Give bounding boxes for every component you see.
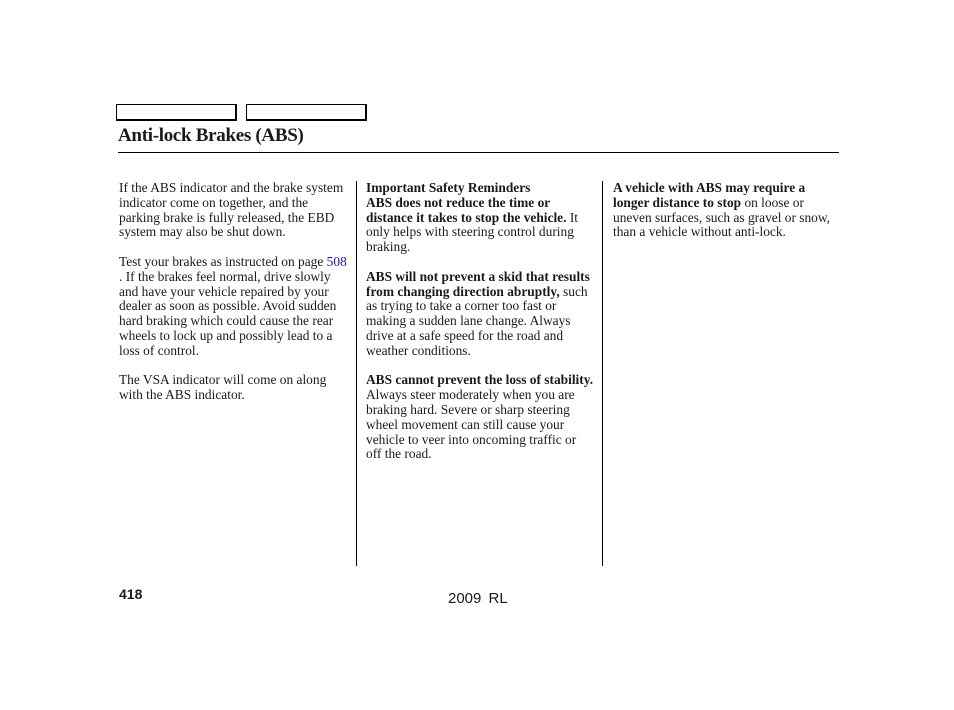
stopping-distance-text: on loose or uneven surfaces, such as gravel or snow, than a vehicle without anti-lock. (613, 194, 831, 240)
stopping-distance-paragraph (613, 181, 839, 240)
title-divider (118, 152, 839, 153)
column-left (119, 181, 347, 418)
safety-reminder-1 (366, 181, 594, 255)
next-page-button[interactable] (246, 104, 367, 121)
safety-reminders-heading: Important Safety Reminders (366, 180, 531, 195)
column-divider (356, 181, 357, 566)
page-number: 418 (119, 586, 143, 602)
column-divider (602, 181, 603, 566)
stopping-distance-bold: A vehicle with ABS may require a longer distance to stop (613, 180, 806, 210)
page-508-link[interactable]: 508 (326, 253, 347, 269)
test-brakes-text: Test your brakes as instructed on page (119, 253, 327, 269)
ebd-paragraph: If the ABS indicator and the brake system indicator come on together, and the parking brake is fully released, the EBD system may also be shut down. (119, 180, 344, 240)
test-brakes-text-rest: . If the brakes feel normal, drive slowly and have your vehicle repaired by your dealer as soon as possible. Avoid sudden hard braking which could cause the rear wheels to lock up and possibly lead to a loss of control. (119, 268, 337, 358)
safety-reminder-2-bold: ABS will not prevent a skid that results from changing direction abruptly, (366, 268, 590, 299)
vsa-paragraph: The VSA indicator will come on along with the ABS indicator. (119, 372, 327, 403)
safety-reminder-1-bold: ABS does not reduce the time or distance it takes to stop the vehicle. (366, 194, 567, 225)
safety-reminder-3 (366, 373, 594, 462)
safety-reminder-3-bold: ABS cannot prevent the loss of stability. (366, 372, 594, 388)
test-brakes-paragraph (119, 255, 347, 359)
safety-reminder-1-text: It only helps with steering control during braking. (366, 209, 578, 255)
page-title: Anti-lock Brakes (ABS) (118, 125, 304, 146)
safety-reminder-3-text: Always steer moderately when you are braking hard. Severe or sharp steering wheel movement can still cause your vehicle to veer into oncoming traffic or off the road. (366, 387, 577, 462)
column-right (613, 181, 839, 255)
safety-reminder-2 (366, 270, 594, 359)
model-label: 2009 RL (448, 590, 508, 607)
previous-page-button[interactable] (116, 104, 237, 121)
safety-reminder-2-text: such as trying to take a corner too fast or making a sudden lane change. Always drive at a safe speed for the road and weather conditions. (366, 283, 588, 358)
column-middle (366, 181, 594, 477)
